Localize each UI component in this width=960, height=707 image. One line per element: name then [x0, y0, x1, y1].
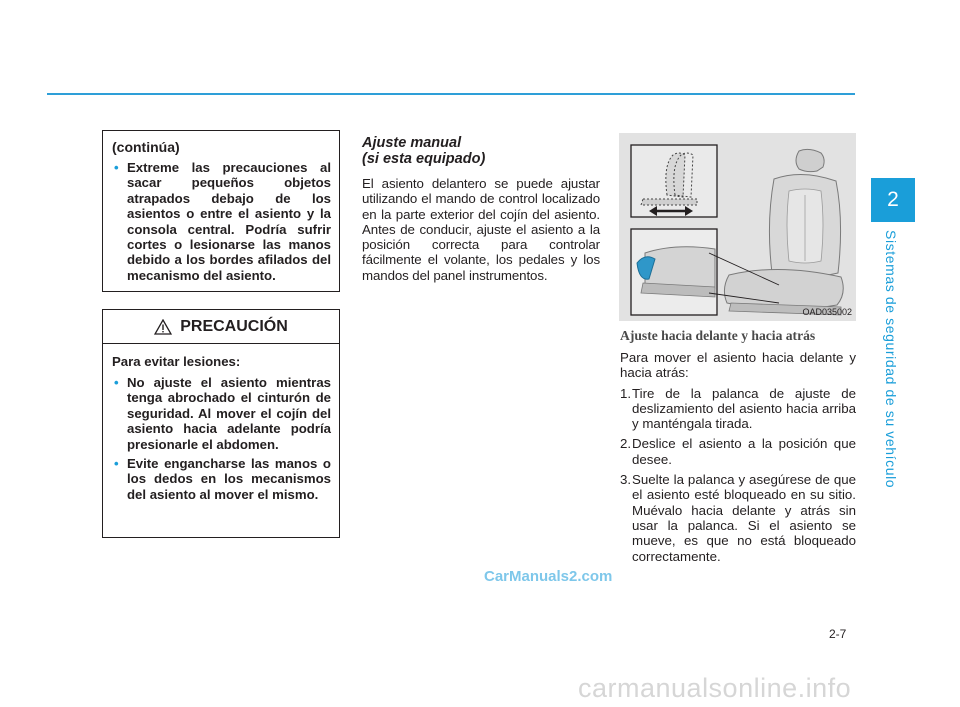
manual-subtitle [362, 135, 600, 167]
caution-bullet: • No ajuste el asiento mientras tenga abrochado el cinturón de seguridad. Al mover el cojín del asiento hacia adelante podría presionarle el abdomen. [112, 375, 331, 452]
step-text: Deslice el asiento a la posición que desee. [632, 436, 856, 467]
chapter-tab[interactable] [871, 178, 915, 222]
chapter-title: Sistemas de seguridad de su vehículo [883, 230, 899, 489]
chapter-number: 2 [887, 188, 899, 211]
manual-subtitle-line2: (si esta equipado) [362, 151, 486, 167]
caution-header [103, 310, 339, 344]
step-number: 3. [620, 472, 632, 488]
page-number: 2-7 [829, 627, 847, 641]
step-item [620, 472, 856, 564]
caution-intro: Para evitar lesiones: [112, 354, 241, 369]
warning-triangle-icon [154, 319, 172, 335]
watermark-bottom[interactable]: carmanualsonline.info [578, 673, 852, 703]
caution-bullet: • Evite engancharse las manos o los dedos en los mecanismos del asiento al mover el mismo. [112, 456, 331, 502]
forward-heading: Ajuste hacia delante y hacia atrás [620, 328, 816, 343]
step-text: Suelte la palanca y asegúrese de que el asiento esté bloqueado en su sitio. Muévalo hacia delante y atrás sin usar la palanca. Si el asiento se mueve, es que no está bloqueado correctamente. [632, 472, 856, 564]
caution-title: PRECAUCIÓN [180, 317, 288, 335]
manual-subtitle-line1: Ajuste manual [362, 135, 462, 151]
continued-warning-box [102, 130, 340, 292]
watermark-top[interactable]: CarManuals2.com [484, 568, 613, 585]
manual-body: El asiento delantero se puede ajustar utilizando el mando de control localizado en la parte exterior del cojín del asiento. Antes de conducir, ajuste el asiento a la posición correcta para controlar fácilmente el volante, los pedales y los mandos del panel instrumentos. [362, 176, 600, 283]
step-item [620, 436, 856, 467]
forward-intro: Para mover el asiento hacia delante y hacia atrás: [620, 350, 856, 381]
step-text: Tire de la palanca de ajuste de deslizamiento del asiento hacia arriba y manténgala tirada. [632, 385, 856, 432]
header-rule [47, 93, 855, 95]
warning-bullet: • Extreme las precauciones al sacar pequeños objetos atrapados debajo de los asientos o entre el asiento y la consola central. Podría sufrir cortes o lesionarse las manos debido a los bordes afilados del mecanismo del asiento. [112, 160, 331, 283]
step-number: 2. [620, 436, 632, 452]
step-item [620, 386, 856, 432]
manual-adjust-section [362, 135, 600, 283]
continued-heading: (continúa) [112, 139, 180, 155]
caution-box [102, 309, 340, 538]
forward-backward-section [620, 328, 856, 564]
step-number: 1. [620, 385, 632, 401]
seat-figure [619, 133, 856, 321]
figure-code: OAD035002 [802, 307, 852, 317]
seat-illustration [619, 133, 856, 321]
